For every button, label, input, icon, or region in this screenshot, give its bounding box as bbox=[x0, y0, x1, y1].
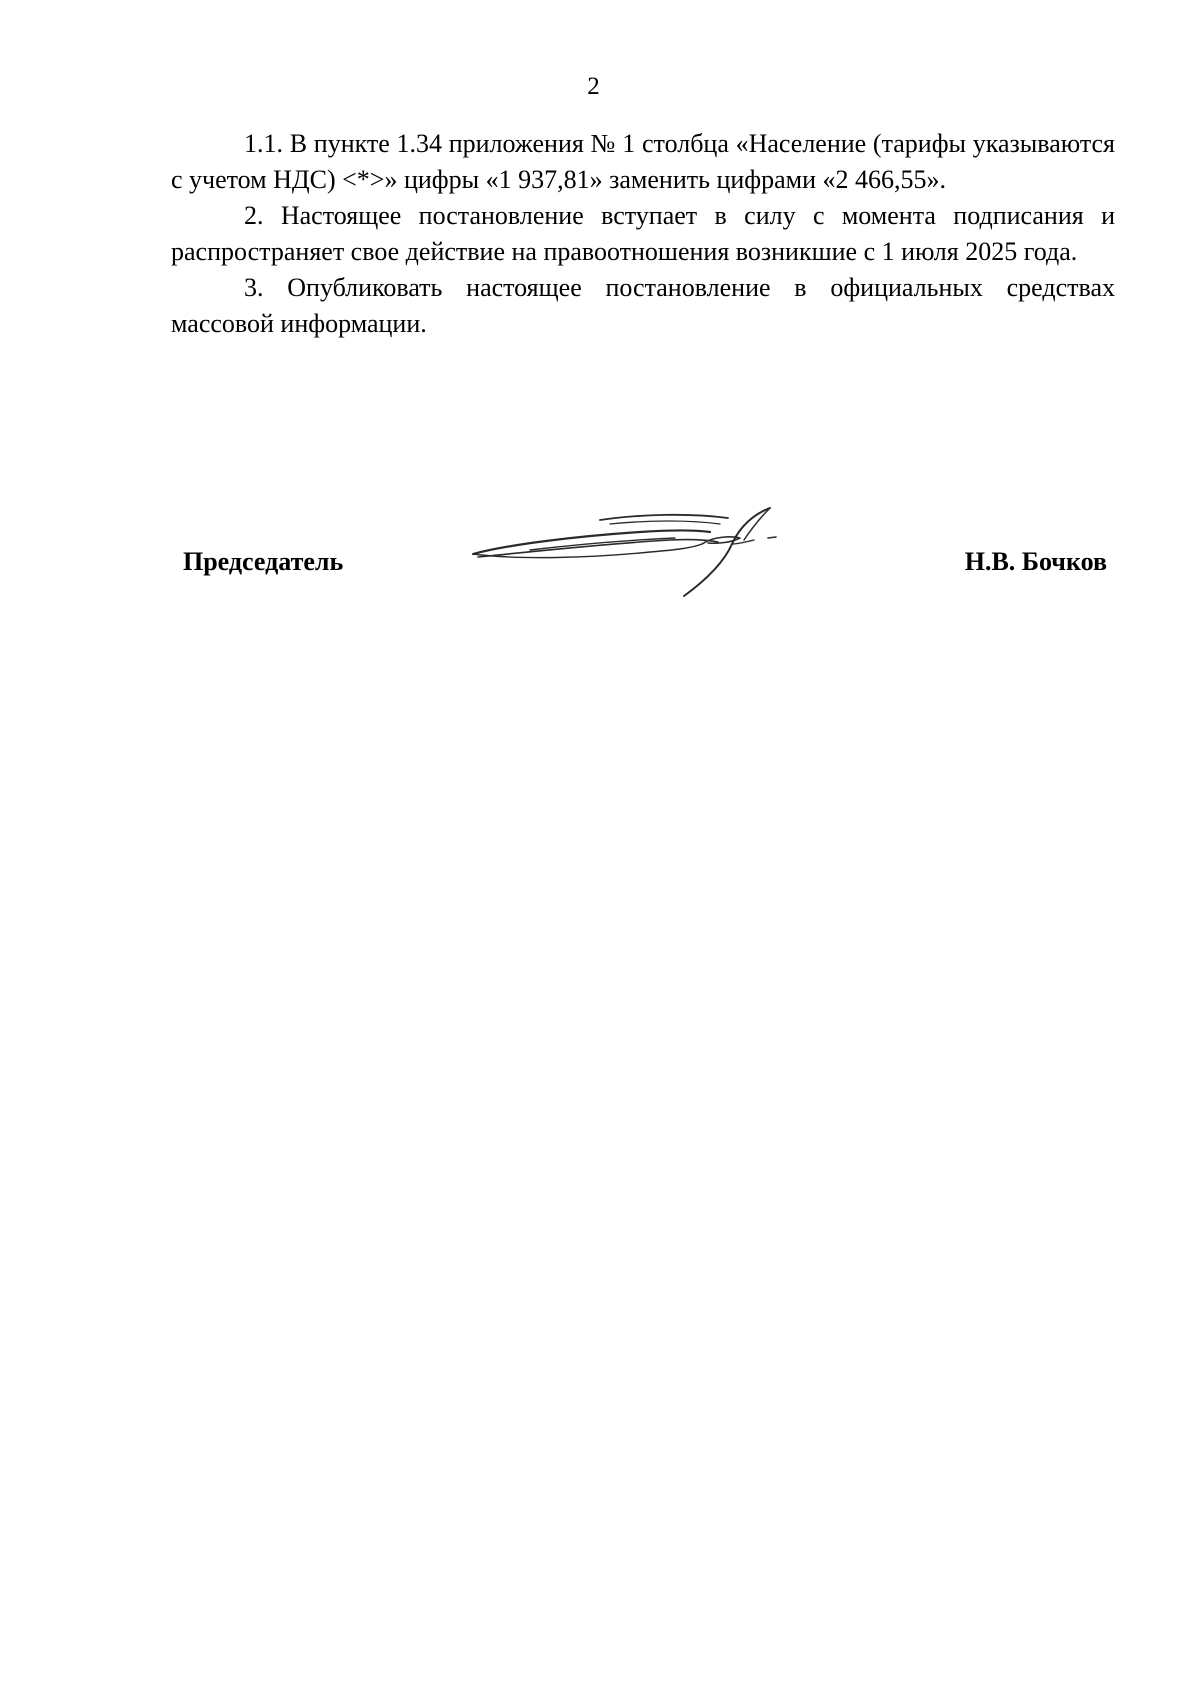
paragraph-1-1: 1.1. В пункте 1.34 приложения № 1 столбца «Население (тарифы указываются с учетом НДС) <*>» цифры «1 937,81» заменить цифрами «2 466,55». bbox=[171, 129, 1115, 194]
signatory-name: Н.В. Бочков bbox=[964, 547, 1107, 576]
page-number: 2 bbox=[587, 73, 600, 100]
paragraph-3: 3. Опубликовать настоящее постановление в официальных средствах массовой информации. bbox=[171, 273, 1115, 338]
paragraph-2: 2. Настоящее постановление вступает в силу с момента подписания и распространяет свое действие на правоотношения возникшие с 1 июля 2025 года. bbox=[171, 201, 1115, 266]
document-body bbox=[171, 126, 1115, 342]
signatory-title: Председатель bbox=[183, 547, 344, 576]
handwritten-signature-icon bbox=[470, 500, 790, 600]
signature-block bbox=[0, 500, 1200, 600]
